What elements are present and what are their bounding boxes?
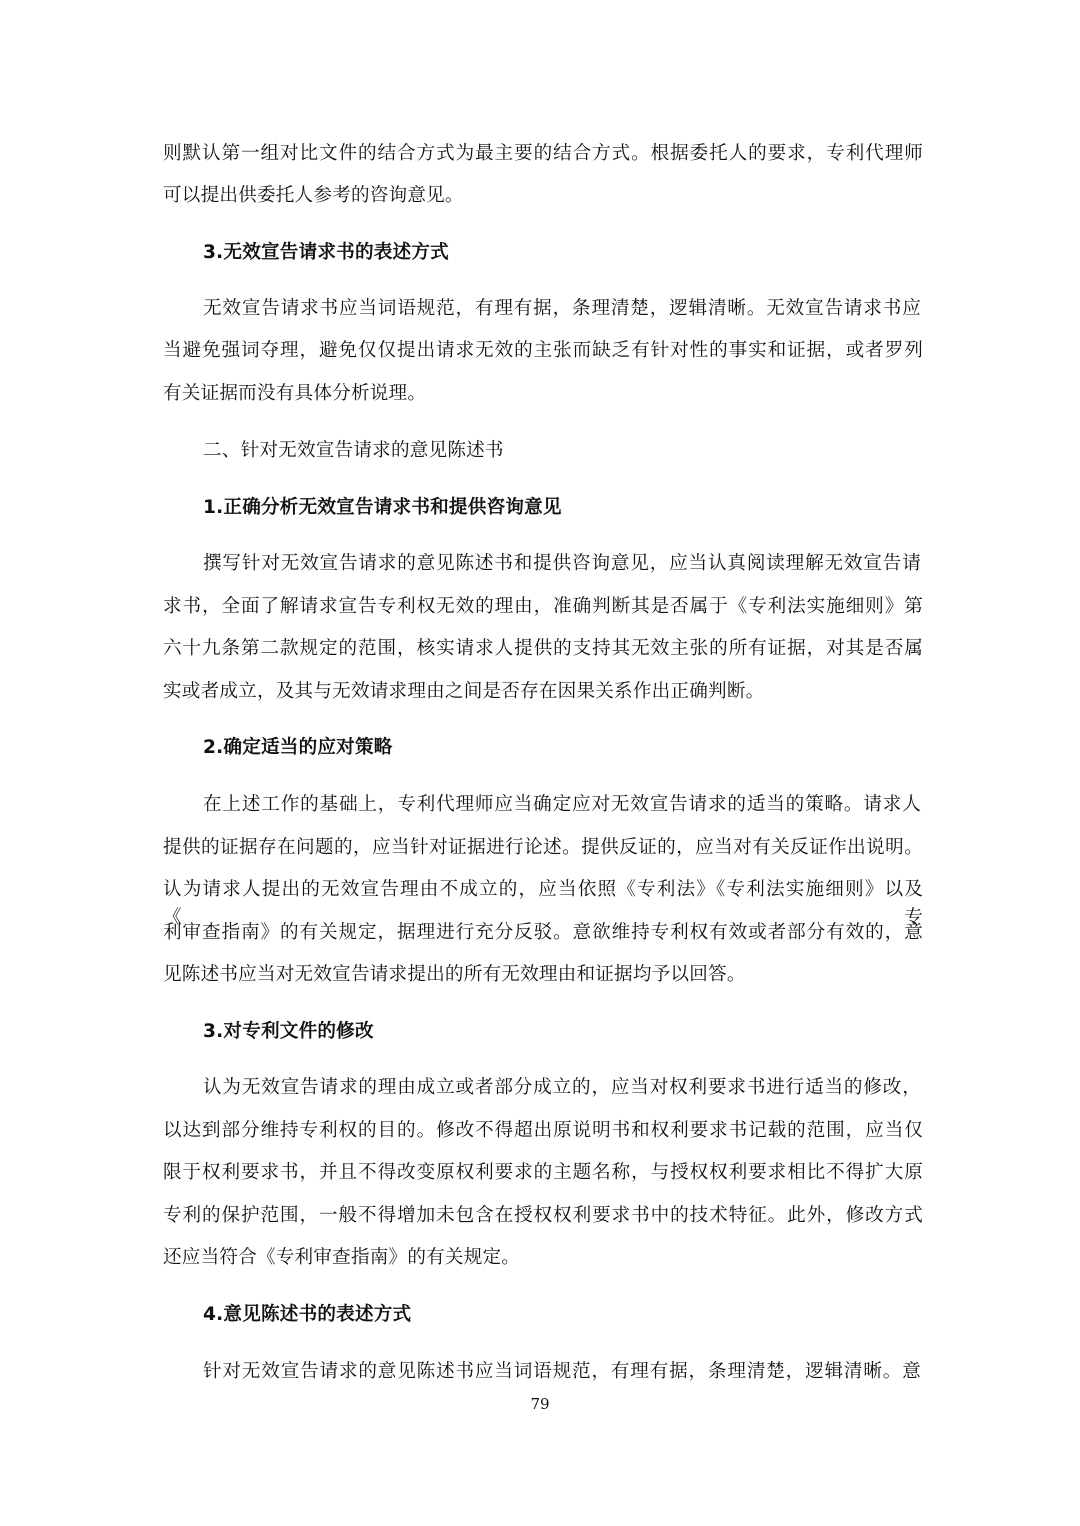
body-text-line: 还应当符合《专利审查指南》的有关规定。 xyxy=(163,1247,521,1268)
body-text-line: 有关证据而没有具体分析说理。 xyxy=(163,383,427,404)
section-heading: 3.无效宣告请求书的表述方式 xyxy=(203,242,449,263)
body-text-line: 认为无效宣告请求的理由成立或者部分成立的，应当对权利要求书进行适当的修改， xyxy=(203,1077,921,1098)
body-text-line: 以达到部分维持专利权的目的。修改不得超出原说明书和权利要求书记载的范围，应当仅 xyxy=(163,1120,923,1141)
body-text-line: 无效宣告请求书应当词语规范，有理有据，条理清楚，逻辑清晰。无效宣告请求书应 xyxy=(203,298,921,319)
body-text-line: 针对无效宣告请求的意见陈述书应当词语规范，有理有据，条理清楚，逻辑清晰。意 xyxy=(203,1361,921,1382)
body-text-line: 则默认第一组对比文件的结合方式为最主要的结合方式。根据委托人的要求，专利代理师 xyxy=(163,143,923,164)
page-number: 79 xyxy=(530,1395,550,1413)
body-text-line: 当避免强词夺理，避免仅仅提出请求无效的主张而缺乏有针对性的事实和证据，或者罗列 xyxy=(163,340,923,361)
body-text-line: 在上述工作的基础上，专利代理师应当确定应对无效宣告请求的适当的策略。请求人 xyxy=(203,794,921,815)
body-text-line: 限于权利要求书，并且不得改变原权利要求的主题名称，与授权权利要求相比不得扩大原 xyxy=(163,1162,923,1183)
body-text-line: 提供的证据存在问题的，应当针对证据进行论述。提供反证的，应当对有关反证作出说明。 xyxy=(163,837,923,858)
body-text-line: 六十九条第二款规定的范围，核实请求人提供的支持其无效主张的所有证据，对其是否属 xyxy=(163,638,923,659)
section-heading: 4.意见陈述书的表述方式 xyxy=(203,1304,412,1325)
body-text-line: 求书，全面了解请求宣告专利权无效的理由，准确判断其是否属于《专利法实施细则》第 xyxy=(163,596,923,617)
chapter-heading: 二、针对无效宣告请求的意见陈述书 xyxy=(203,440,504,461)
section-heading: 2.确定适当的应对策略 xyxy=(203,737,393,758)
body-text-line: 实或者成立，及其与无效请求理由之间是否存在因果关系作出正确判断。 xyxy=(163,681,765,702)
body-text-line: 可以提出供委托人参考的咨询意见。 xyxy=(163,185,464,206)
section-heading: 1.正确分析无效宣告请求书和提供咨询意见 xyxy=(203,497,562,518)
body-text-line: 撰写针对无效宣告请求的意见陈述书和提供咨询意见，应当认真阅读理解无效宣告请 xyxy=(203,553,921,574)
body-text-line: 见陈述书应当对无效宣告请求提出的所有无效理由和证据均予以回答。 xyxy=(163,964,746,985)
body-text-line: 专利的保护范围，一般不得增加未包含在授权权利要求书中的技术特征。此外，修改方式 xyxy=(163,1205,923,1226)
section-heading: 3.对专利文件的修改 xyxy=(203,1021,374,1042)
body-text-line: 利审查指南》的有关规定，据理进行充分反驳。意欲维持专利权有效或者部分有效的，意 xyxy=(163,922,923,943)
body-text-line: 认为请求人提出的无效宣告理由不成立的，应当依照《专利法》《专利法实施细则》以及《专 xyxy=(163,879,923,928)
